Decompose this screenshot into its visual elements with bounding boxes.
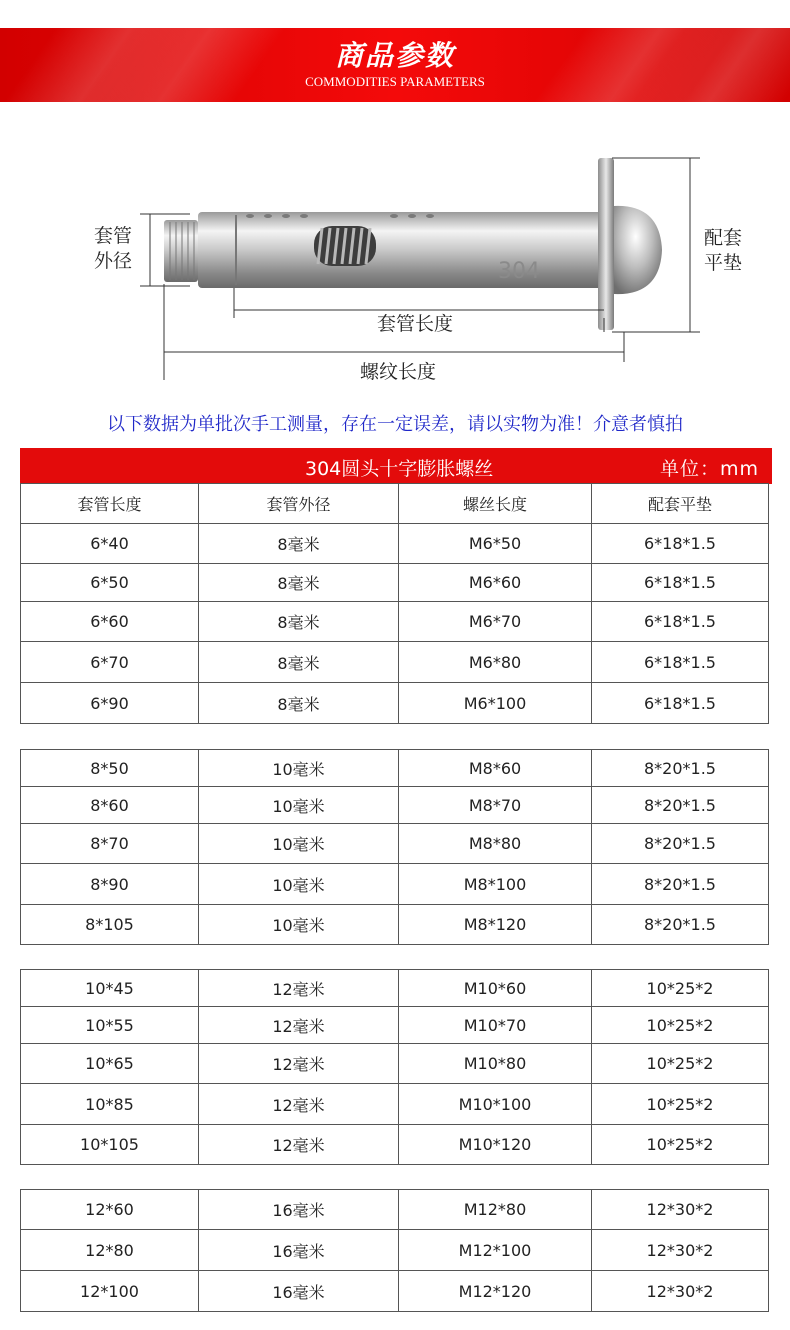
spec-table-group-3 — [20, 969, 769, 1165]
table-cell: M6*80 — [399, 642, 592, 683]
label-washer-line1: 配套 — [703, 227, 742, 249]
label-sleeve-length: 套管长度 — [376, 313, 453, 335]
table-cell: 10*25*2 — [592, 970, 769, 1007]
table-cell: 8*90 — [21, 864, 199, 905]
table-cell: M8*60 — [399, 750, 592, 787]
table-cell: 16毫米 — [199, 1271, 399, 1312]
table-cell: M10*80 — [399, 1044, 592, 1084]
label-washer — [698, 226, 748, 276]
table-cell: 6*70 — [21, 642, 199, 683]
column-header-row — [21, 484, 769, 524]
table-row — [21, 602, 769, 642]
table-cell: M10*120 — [399, 1125, 592, 1165]
table-cell: M12*120 — [399, 1271, 592, 1312]
table-cell: 10*45 — [21, 970, 199, 1007]
table-cell: 16毫米 — [199, 1190, 399, 1230]
unit-label: 单位：mm — [660, 458, 760, 480]
label-thread-length: 螺纹长度 — [359, 361, 436, 383]
table-cell: 6*18*1.5 — [592, 602, 769, 642]
table-cell: 10*25*2 — [592, 1044, 769, 1084]
table-cell: 6*90 — [21, 683, 199, 724]
table-cell: M12*100 — [399, 1230, 592, 1271]
label-sleeve-od-line2: 外径 — [93, 250, 132, 272]
table-cell: 8*20*1.5 — [592, 750, 769, 787]
table-row — [21, 905, 769, 945]
table-cell: 8*20*1.5 — [592, 787, 769, 824]
table-cell: 12*30*2 — [592, 1271, 769, 1312]
table-row — [21, 970, 769, 1007]
sleeve — [198, 212, 608, 288]
table-cell: 10毫米 — [199, 824, 399, 864]
label-washer-line2: 平垫 — [703, 252, 742, 274]
header-banner — [0, 28, 790, 102]
table-cell: M6*70 — [399, 602, 592, 642]
table-cell: 10*65 — [21, 1044, 199, 1084]
table-cell: 10*25*2 — [592, 1007, 769, 1044]
table-cell: 6*50 — [21, 564, 199, 602]
nut-end — [164, 220, 198, 282]
table-cell: 12毫米 — [199, 1125, 399, 1165]
table-cell: 8毫米 — [199, 683, 399, 724]
table-cell: 8*20*1.5 — [592, 824, 769, 864]
table-cell: 12*80 — [21, 1230, 199, 1271]
table-row — [21, 1007, 769, 1044]
table-cell: 12*30*2 — [592, 1230, 769, 1271]
table-cell: M10*60 — [399, 970, 592, 1007]
table-cell: 10*105 — [21, 1125, 199, 1165]
table-cell: 8毫米 — [199, 564, 399, 602]
table-cell: 12毫米 — [199, 970, 399, 1007]
table-cell: 10*25*2 — [592, 1125, 769, 1165]
column-header: 套管外径 — [199, 484, 399, 524]
table-cell: M6*100 — [399, 683, 592, 724]
round-head — [614, 206, 662, 294]
table-cell: 10毫米 — [199, 750, 399, 787]
table-cell: 12*100 — [21, 1271, 199, 1312]
table-cell: M12*80 — [399, 1190, 592, 1230]
column-header: 配套平垫 — [592, 484, 769, 524]
flat-washer — [598, 158, 614, 330]
table-cell: 6*18*1.5 — [592, 642, 769, 683]
table-cell: M8*120 — [399, 905, 592, 945]
table-row — [21, 787, 769, 824]
table-cell: 8*50 — [21, 750, 199, 787]
banner-title: 商品参数 — [334, 39, 455, 72]
table-cell: M8*100 — [399, 864, 592, 905]
product-name: 304圆头十字膨胀螺丝 — [305, 458, 494, 480]
measurement-notice: 以下数据为单批次手工测量，存在一定误差，请以实物为准！介意者慎拍 — [107, 414, 683, 435]
table-row — [21, 1190, 769, 1230]
spec-table-group-2 — [20, 749, 769, 945]
table-cell: 6*40 — [21, 524, 199, 564]
table-cell: 12*60 — [21, 1190, 199, 1230]
table-row — [21, 1044, 769, 1084]
table-cell: 8毫米 — [199, 602, 399, 642]
table-row — [21, 683, 769, 724]
table-row — [21, 1271, 769, 1312]
table-cell: 8*60 — [21, 787, 199, 824]
table-row — [21, 564, 769, 602]
table-row — [21, 864, 769, 905]
table-cell: 8毫米 — [199, 524, 399, 564]
table-cell: 16毫米 — [199, 1230, 399, 1271]
table-row — [21, 642, 769, 683]
table-cell: 8*70 — [21, 824, 199, 864]
column-header: 螺丝长度 — [399, 484, 592, 524]
table-cell: M8*70 — [399, 787, 592, 824]
table-cell: 6*18*1.5 — [592, 564, 769, 602]
table-cell: 8毫米 — [199, 642, 399, 683]
table-cell: 6*60 — [21, 602, 199, 642]
table-cell: M10*100 — [399, 1084, 592, 1125]
table-row — [21, 1230, 769, 1271]
table-cell: 12*30*2 — [592, 1190, 769, 1230]
table-cell: 10毫米 — [199, 864, 399, 905]
table-cell: 8*105 — [21, 905, 199, 945]
table-cell: M8*80 — [399, 824, 592, 864]
table-cell: M6*50 — [399, 524, 592, 564]
table-cell: 8*20*1.5 — [592, 905, 769, 945]
table-cell: M10*70 — [399, 1007, 592, 1044]
table-cell: M6*60 — [399, 564, 592, 602]
table-cell: 12毫米 — [199, 1084, 399, 1125]
table-row — [21, 750, 769, 787]
column-header: 套管长度 — [21, 484, 199, 524]
spec-table-group-1 — [20, 483, 769, 724]
table-cell: 10*25*2 — [592, 1084, 769, 1125]
table-cell: 10*55 — [21, 1007, 199, 1044]
table-title-bar — [20, 448, 772, 484]
table-row — [21, 824, 769, 864]
table-cell: 6*18*1.5 — [592, 683, 769, 724]
label-sleeve-od — [88, 224, 138, 274]
banner-subtitle: COMMODITIES PARAMETERS — [305, 74, 485, 89]
product-diagram — [0, 140, 790, 390]
table-cell: 12毫米 — [199, 1044, 399, 1084]
table-cell: 10毫米 — [199, 905, 399, 945]
table-row — [21, 524, 769, 564]
table-cell: 10毫米 — [199, 787, 399, 824]
spec-table-group-4 — [20, 1189, 769, 1312]
table-row — [21, 1125, 769, 1165]
table-cell: 8*20*1.5 — [592, 864, 769, 905]
table-cell: 12毫米 — [199, 1007, 399, 1044]
stamp-text: 304 — [498, 259, 540, 284]
table-row — [21, 1084, 769, 1125]
label-sleeve-od-line1: 套管 — [93, 225, 132, 247]
table-cell: 10*85 — [21, 1084, 199, 1125]
table-cell: 6*18*1.5 — [592, 524, 769, 564]
